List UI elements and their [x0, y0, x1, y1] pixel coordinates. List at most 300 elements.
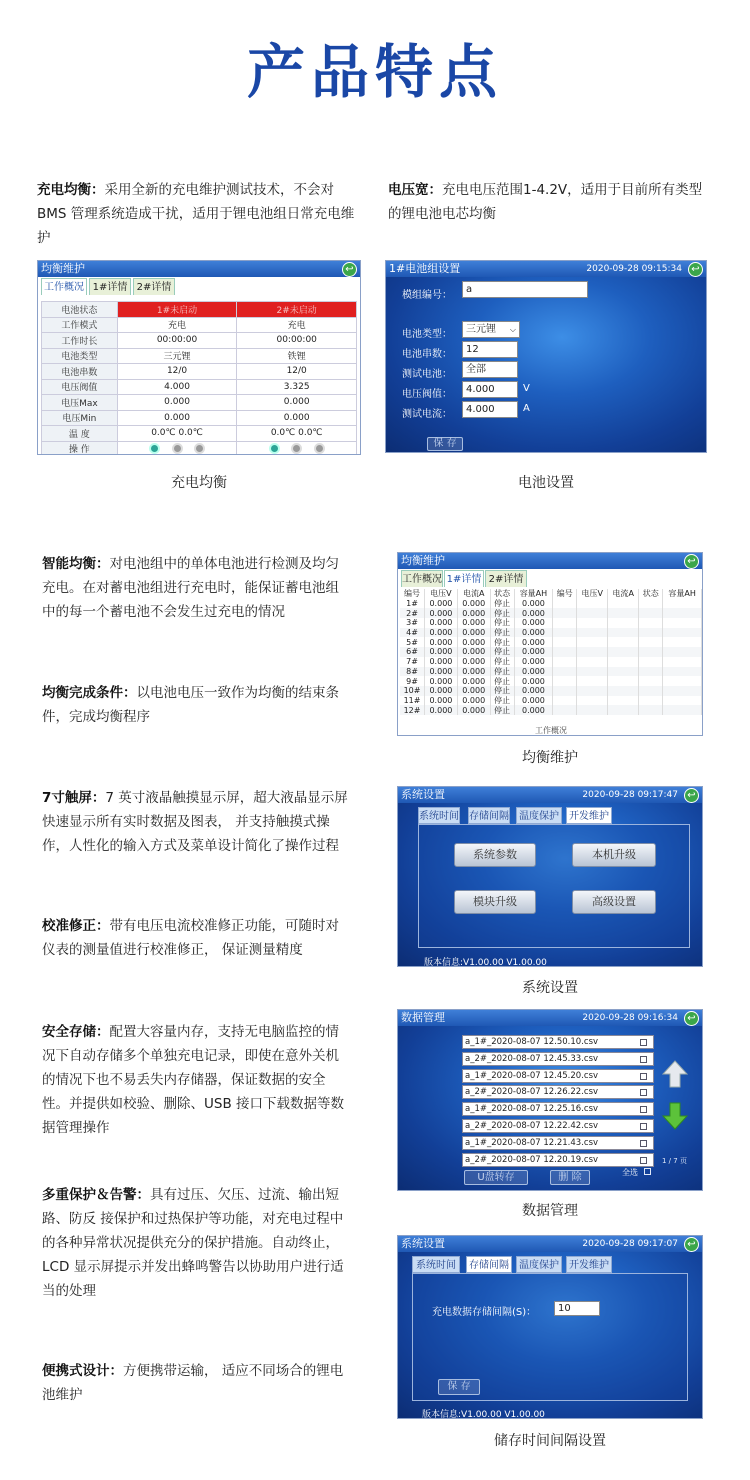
list-item[interactable] — [462, 1035, 654, 1049]
empty-cell — [577, 667, 608, 677]
save-button[interactable]: 保 存 — [427, 437, 463, 451]
feature-head: 便携式设计： — [42, 1363, 123, 1379]
cell-a: 0.000 — [457, 608, 490, 618]
cell-v: 0.000 — [425, 657, 458, 667]
empty-cell — [639, 647, 663, 657]
table-row — [400, 647, 702, 657]
empty-cell — [608, 705, 639, 715]
column-header: 容量AH — [663, 589, 702, 599]
empty-cell — [577, 618, 608, 628]
empty-cell — [608, 667, 639, 677]
delete-button[interactable]: 删 除 — [550, 1170, 590, 1185]
tab-temp-protect[interactable]: 温度保护 — [516, 807, 562, 824]
screen-titlebar — [398, 1010, 702, 1026]
screen-system-settings — [397, 786, 703, 967]
table-row — [400, 618, 702, 628]
cell-ah: 0.000 — [514, 657, 553, 667]
caption-storage-interval: 储存时间间隔设置 — [494, 1433, 606, 1449]
cell-a: 0.000 — [457, 676, 490, 686]
file-checkbox[interactable] — [640, 1056, 647, 1063]
file-name: a_2#_2020-08-07 12.20.19.csv — [465, 1154, 599, 1165]
empty-cell — [577, 686, 608, 696]
empty-cell — [608, 599, 639, 609]
back-icon[interactable]: ↩ — [684, 554, 699, 569]
table-row — [400, 676, 702, 686]
row-label: 电池类型 — [42, 348, 118, 364]
skip-icon[interactable] — [172, 443, 183, 454]
empty-cell — [639, 618, 663, 628]
cell-ah: 0.000 — [514, 705, 553, 715]
curr-unit: A — [523, 403, 530, 414]
file-name: a_1#_2020-08-07 12.21.43.csv — [465, 1137, 599, 1148]
file-checkbox[interactable] — [640, 1123, 647, 1130]
cell-ah: 0.000 — [514, 599, 553, 609]
empty-cell — [553, 618, 577, 628]
gear-icon[interactable] — [149, 443, 160, 454]
tab-storage-interval[interactable]: 存储间隔 — [468, 807, 510, 824]
caption-battery-settings: 电池设置 — [518, 475, 574, 491]
cell-group-2: 铁锂 — [237, 348, 357, 364]
feature-head: 校准修正： — [42, 918, 110, 934]
cell-v: 0.000 — [425, 696, 458, 706]
cell-ah: 0.000 — [514, 676, 553, 686]
empty-cell — [639, 599, 663, 609]
list-item[interactable] — [462, 1136, 654, 1150]
column-header: 电流A — [608, 589, 639, 599]
empty-cell — [553, 657, 577, 667]
empty-cell — [663, 628, 702, 638]
screen-titlebar — [386, 261, 706, 277]
cell-id: 7# — [400, 657, 425, 667]
feature-safe-storage — [42, 1020, 352, 1140]
table-row — [42, 364, 357, 380]
empty-cell — [639, 667, 663, 677]
tab-overview[interactable]: 工作概况 — [41, 278, 87, 295]
empty-cell — [639, 705, 663, 715]
column-header: 容量AH — [514, 589, 553, 599]
feature-head: 多重保护＆告警： — [42, 1187, 150, 1203]
caption-data-management: 数据管理 — [522, 1203, 578, 1219]
back-icon[interactable]: ↩ — [684, 1237, 699, 1252]
feature-body: 7 英寸液晶触摸显示屏，超大液晶显示屏快速显示所有实时数据及图表， 并支持触摸式操作，人性化的输入方式及菜单设计简化了操作过程 — [42, 790, 348, 854]
datetime: 2020-09-28 09:15:34 — [586, 264, 682, 274]
cell-id: 8# — [400, 667, 425, 677]
stop-icon[interactable] — [194, 443, 205, 454]
cell-ah: 0.000 — [514, 667, 553, 677]
cell-v: 0.000 — [425, 618, 458, 628]
row-label: 电压阀值 — [42, 379, 118, 395]
cell-v: 0.000 — [425, 705, 458, 715]
feature-body: 具有过压、欠压、过流、输出短路、防反 接保护和过热保护等功能，对充电过程中的各种异常状况提供充分的保护措施。自动终止，LCD 显示屏提示并发出蜂鸣警告以协助用户进行适当的处理 — [42, 1187, 344, 1299]
version-info: 版本信息:V1.00.00 V1.00.00 — [422, 1410, 545, 1419]
file-checkbox[interactable] — [640, 1106, 647, 1113]
empty-cell — [639, 628, 663, 638]
tab-storage-interval[interactable]: 存储间隔 — [466, 1256, 512, 1273]
column-header: 电压V — [425, 589, 458, 599]
cell-group-2: 3.325 — [237, 379, 357, 395]
list-item[interactable] — [462, 1052, 654, 1066]
empty-cell — [639, 686, 663, 696]
empty-cell — [553, 647, 577, 657]
caption-system-settings: 系统设置 — [522, 980, 578, 996]
cell-a: 0.000 — [457, 696, 490, 706]
empty-cell — [553, 667, 577, 677]
file-checkbox[interactable] — [640, 1140, 647, 1147]
feature-body: 对电池组中的单体电池进行检测及均匀充电。在对蓄电池组进行充电时，能保证蓄电池组中的每一个蓄电池不会发生过充电的情况 — [42, 556, 339, 620]
count-input[interactable]: 12 — [462, 341, 518, 358]
empty-cell — [577, 628, 608, 638]
curr-label: 测试电流： — [402, 409, 452, 420]
empty-cell — [663, 657, 702, 667]
cell-ah: 0.000 — [514, 647, 553, 657]
feature-balance-charge — [37, 178, 362, 250]
save-button[interactable]: 保 存 — [438, 1379, 480, 1395]
empty-cell — [608, 628, 639, 638]
file-name: a_1#_2020-08-07 12.45.20.csv — [465, 1070, 599, 1081]
empty-cell — [577, 696, 608, 706]
screen-balance-overview — [37, 260, 361, 455]
advanced-settings-button[interactable]: 高级设置 — [572, 890, 656, 914]
arrow-up-icon[interactable] — [662, 1060, 688, 1088]
caption-balance-charge: 充电均衡 — [171, 475, 227, 491]
screen-title: 1#电池组设置 — [389, 262, 461, 275]
feature-voltage-wide — [388, 178, 713, 226]
cell-group-1: 0.000 — [117, 410, 237, 426]
table-row — [42, 379, 357, 395]
back-icon[interactable]: ↩ — [342, 262, 357, 277]
empty-cell — [608, 686, 639, 696]
table-row — [42, 441, 357, 455]
empty-cell — [577, 637, 608, 647]
empty-cell — [639, 637, 663, 647]
feature-body: 以电池电压一致作为均衡的结束条件，完成均衡程序 — [42, 685, 339, 725]
cell-id: 4# — [400, 628, 425, 638]
cell-a: 0.000 — [457, 667, 490, 677]
row-label: 电池串数 — [42, 364, 118, 380]
screen-title: 系统设置 — [401, 788, 445, 801]
skip-icon[interactable] — [291, 443, 302, 454]
volt-input[interactable]: 4.000 — [462, 381, 518, 398]
cell-group-2: 0.000 — [237, 395, 357, 411]
empty-cell — [639, 696, 663, 706]
screen-title: 数据管理 — [401, 1011, 445, 1024]
screen-battery-settings — [385, 260, 707, 453]
tab-dev-maintain[interactable]: 开发维护 — [566, 1256, 612, 1273]
tab-detail-2[interactable]: 2#详情 — [485, 570, 527, 587]
datetime: 2020-09-28 09:17:47 — [582, 790, 678, 800]
cell-s: 停止 — [490, 667, 514, 677]
empty-cell — [608, 676, 639, 686]
file-name: a_2#_2020-08-07 12.26.22.csv — [465, 1087, 599, 1098]
cell-group-2: 12/0 — [237, 364, 357, 380]
table-row — [400, 696, 702, 706]
cell-s: 停止 — [490, 705, 514, 715]
list-item[interactable] — [462, 1119, 654, 1133]
screen-data-management — [397, 1009, 703, 1191]
screen-balance-detail — [397, 552, 703, 736]
cell-s: 停止 — [490, 657, 514, 667]
system-params-button[interactable]: 系统参数 — [454, 843, 536, 867]
test-input[interactable]: 全部 — [462, 361, 518, 378]
cell-ah: 0.000 — [514, 637, 553, 647]
row-label: 温 度 — [42, 426, 118, 442]
module-upgrade-button[interactable]: 模块升级 — [454, 890, 536, 914]
empty-cell — [639, 657, 663, 667]
file-name: a_2#_2020-08-07 12.22.42.csv — [465, 1121, 599, 1131]
arrow-down-icon[interactable] — [662, 1102, 688, 1130]
empty-cell — [553, 628, 577, 638]
gear-icon[interactable] — [269, 443, 280, 454]
column-header: 状态 — [490, 589, 514, 599]
cell-id: 10# — [400, 686, 425, 696]
select-all-checkbox[interactable] — [644, 1168, 651, 1175]
tab-overview[interactable]: 工作概况 — [401, 570, 443, 587]
empty-cell — [663, 618, 702, 628]
page-title: 产品特点 — [246, 38, 503, 106]
file-checkbox[interactable] — [640, 1073, 647, 1080]
empty-cell — [663, 599, 702, 609]
back-icon[interactable]: ↩ — [684, 1011, 699, 1026]
cell-group-1: 1#未启动 — [117, 302, 237, 318]
cell-a: 0.000 — [457, 628, 490, 638]
cell-v: 0.000 — [425, 608, 458, 618]
feature-head: 充电均衡： — [37, 182, 105, 198]
usb-export-button[interactable]: U盘转存 — [464, 1170, 528, 1185]
cell-group-1: 0.000 — [117, 395, 237, 411]
cell-group-2: 充电 — [237, 317, 357, 333]
table-row — [400, 608, 702, 618]
empty-cell — [608, 647, 639, 657]
tab-detail-2[interactable]: 2#详情 — [133, 278, 175, 295]
file-checkbox[interactable] — [640, 1157, 647, 1164]
cell-a: 0.000 — [457, 618, 490, 628]
empty-cell — [553, 686, 577, 696]
empty-cell — [608, 637, 639, 647]
back-icon[interactable]: ↩ — [688, 262, 703, 277]
cell-v: 0.000 — [425, 676, 458, 686]
empty-cell — [553, 676, 577, 686]
version-info: 版本信息:V1.00.00 V1.00.00 — [424, 958, 547, 967]
column-header: 电流A — [457, 589, 490, 599]
cell-a: 0.000 — [457, 657, 490, 667]
tab-temp-protect[interactable]: 温度保护 — [516, 1256, 562, 1273]
cell-s: 停止 — [490, 696, 514, 706]
row-label: 电池状态 — [42, 302, 118, 318]
empty-cell — [577, 676, 608, 686]
empty-cell — [639, 676, 663, 686]
overview-table — [41, 301, 357, 455]
feature-head: 电压宽： — [388, 182, 442, 198]
cell-group-1: 充电 — [117, 317, 237, 333]
cell-id: 2# — [400, 608, 425, 618]
screen-titlebar — [398, 553, 702, 569]
cell-id: 3# — [400, 618, 425, 628]
interval-label: 充电数据存储间隔(S)： — [432, 1307, 537, 1318]
feature-head: 智能均衡： — [42, 556, 110, 572]
empty-cell — [577, 599, 608, 609]
cell-ah: 0.000 — [514, 618, 553, 628]
cell-group-2: 00:00:00 — [237, 333, 357, 349]
cell-a: 0.000 — [457, 637, 490, 647]
empty-cell — [553, 599, 577, 609]
table-row — [400, 705, 702, 715]
screen-storage-interval — [397, 1235, 703, 1419]
cell-ah: 0.000 — [514, 608, 553, 618]
cell-group-1: 0.0℃ 0.0℃ — [117, 426, 237, 442]
datetime: 2020-09-28 09:17:07 — [582, 1239, 678, 1249]
volt-label: 电压阀值： — [402, 389, 452, 400]
empty-cell — [577, 608, 608, 618]
column-header: 编号 — [553, 589, 577, 599]
table-row — [400, 686, 702, 696]
datetime: 2020-09-28 09:16:34 — [582, 1013, 678, 1023]
back-icon[interactable]: ↩ — [684, 788, 699, 803]
empty-cell — [608, 608, 639, 618]
file-checkbox[interactable] — [640, 1089, 647, 1096]
empty-cell — [663, 608, 702, 618]
cell-ah: 0.000 — [514, 696, 553, 706]
count-label: 电池串数： — [402, 349, 452, 360]
screen-titlebar — [38, 261, 360, 277]
cell-s: 停止 — [490, 608, 514, 618]
cell-ah: 0.000 — [514, 686, 553, 696]
screen-title: 均衡维护 — [41, 262, 85, 275]
feature-smart-balance — [42, 552, 352, 624]
cell-v: 0.000 — [425, 686, 458, 696]
feature-touchscreen — [42, 786, 352, 858]
type-select[interactable] — [462, 321, 520, 338]
cell-v: 0.000 — [425, 667, 458, 677]
empty-cell — [663, 696, 702, 706]
feature-body: 配置大容量内存，支持无电脑监控的情况下自动存储多个单独充电记录，即使在意外关机的情况下也不易丢失内存储器，保证数据的安全性。并提供如校验、删除、USB 接口下载数据等数据管理操作 — [42, 1024, 345, 1136]
empty-cell — [553, 637, 577, 647]
list-item[interactable] — [462, 1069, 654, 1083]
detail-table — [400, 589, 702, 715]
cell-v: 0.000 — [425, 628, 458, 638]
type-value: 三元锂 — [466, 324, 496, 335]
table-row — [400, 599, 702, 609]
feature-body: 带有电压电流校准修正功能，可随时对仪表的测量值进行校准修正， 保证测量精度 — [42, 918, 339, 958]
cell-s: 停止 — [490, 647, 514, 657]
cell-group-2: 0.0℃ 0.0℃ — [237, 426, 357, 442]
empty-cell — [663, 637, 702, 647]
curr-input[interactable]: 4.000 — [462, 401, 518, 418]
tab-system-time[interactable]: 系统时间 — [418, 807, 460, 824]
table-row — [42, 395, 357, 411]
empty-cell — [663, 667, 702, 677]
empty-cell — [663, 647, 702, 657]
cell-group-2: 0.000 — [237, 410, 357, 426]
table-row — [42, 348, 357, 364]
feature-protection-alarm — [42, 1183, 352, 1303]
table-row — [42, 410, 357, 426]
table-row — [42, 317, 357, 333]
cell-a: 0.000 — [457, 705, 490, 715]
file-checkbox[interactable] — [640, 1039, 647, 1046]
cell-s: 停止 — [490, 637, 514, 647]
table-row — [400, 637, 702, 647]
empty-cell — [577, 657, 608, 667]
cell-s: 停止 — [490, 628, 514, 638]
feature-head: 7寸触屏： — [42, 790, 106, 806]
volt-unit: V — [523, 383, 530, 394]
tab-system-time[interactable]: 系统时间 — [412, 1256, 460, 1273]
table-row — [42, 302, 357, 318]
feature-portable — [42, 1359, 352, 1407]
cell-id: 6# — [400, 647, 425, 657]
file-name: a_1#_2020-08-07 12.50.10.csv — [465, 1037, 599, 1047]
list-item[interactable] — [462, 1153, 654, 1167]
cell-s: 停止 — [490, 676, 514, 686]
cell-id: 9# — [400, 676, 425, 686]
table-row — [42, 333, 357, 349]
stop-icon[interactable] — [314, 443, 325, 454]
feature-head: 安全存储： — [42, 1024, 110, 1040]
cell-group-1: 三元锂 — [117, 348, 237, 364]
feature-calibration — [42, 914, 352, 962]
firmware-upgrade-button[interactable]: 本机升级 — [572, 843, 656, 867]
screen-title: 系统设置 — [401, 1237, 445, 1250]
chevron-down-icon: ⌵ — [509, 325, 516, 334]
row-label: 电压Max — [42, 395, 118, 411]
screen-titlebar — [398, 787, 702, 803]
cell-ah: 0.000 — [514, 628, 553, 638]
cell-v: 0.000 — [425, 637, 458, 647]
tab-detail-1[interactable]: 1#详情 — [444, 570, 484, 587]
module-label: 模组编号： — [402, 290, 452, 301]
column-header: 编号 — [400, 589, 425, 599]
page-indicator: 1 / 7 页 — [662, 1157, 687, 1165]
tab-detail-1[interactable]: 1#详情 — [89, 278, 131, 295]
cell-v: 0.000 — [425, 599, 458, 609]
cell-v: 0.000 — [425, 647, 458, 657]
empty-cell — [553, 705, 577, 715]
file-name: a_2#_2020-08-07 12.45.33.csv — [465, 1053, 599, 1064]
row-label: 电压Min — [42, 410, 118, 426]
cell-group-1: 12/0 — [117, 364, 237, 380]
cell-id: 1# — [400, 599, 425, 609]
detail-footer: 工作概况 — [535, 726, 567, 735]
screen-titlebar — [398, 1236, 702, 1252]
empty-cell — [663, 686, 702, 696]
empty-cell — [608, 696, 639, 706]
empty-cell — [663, 676, 702, 686]
list-item[interactable] — [462, 1102, 654, 1116]
table-header — [400, 589, 702, 599]
feature-head: 均衡完成条件： — [42, 685, 137, 701]
cell-a: 0.000 — [457, 686, 490, 696]
feature-body: 采用全新的充电维护测试技术，不会对BMS 管理系统造成干扰，适用于锂电池组日常充电维护 — [37, 182, 355, 246]
list-item[interactable] — [462, 1085, 654, 1099]
table-row — [42, 426, 357, 442]
feature-body: 方便携带运输， 适应不同场合的锂电池维护 — [42, 1363, 344, 1403]
cell-group-1: 4.000 — [117, 379, 237, 395]
select-all-label: 全选 — [622, 1168, 638, 1177]
screen-title: 均衡维护 — [401, 554, 445, 567]
empty-cell — [639, 608, 663, 618]
row-label: 工作时长 — [42, 333, 118, 349]
module-input[interactable]: a — [462, 281, 588, 298]
empty-cell — [663, 705, 702, 715]
cell-group-1: 00:00:00 — [117, 333, 237, 349]
column-header: 状态 — [639, 589, 663, 599]
file-name: a_1#_2020-08-07 12.25.16.csv — [465, 1104, 599, 1115]
tab-dev-maintain[interactable]: 开发维护 — [566, 807, 612, 824]
feature-balance-complete — [42, 681, 352, 729]
interval-input[interactable]: 10 — [554, 1301, 600, 1316]
table-row — [400, 667, 702, 677]
cell-s: 停止 — [490, 599, 514, 609]
